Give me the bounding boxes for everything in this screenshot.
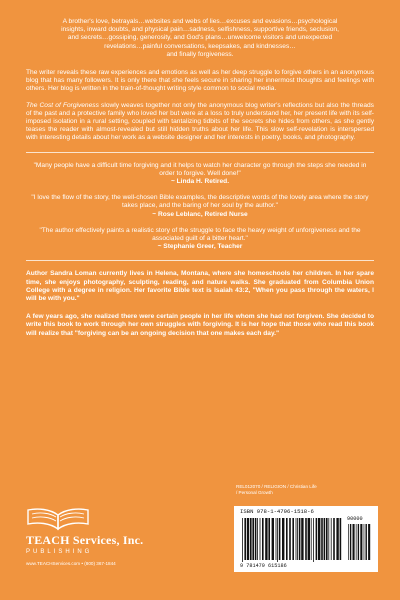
endorsement-attribution: ~ Rose Leblanc, Retired Nurse	[152, 210, 248, 218]
endorsement-quote: "The author effectively paints a realistic story of the struggle to face the heavy weight of unforgiveness and the associated guilt of a bitter heart."	[39, 226, 361, 243]
barcode-bar	[244, 518, 246, 560]
barcode-bar	[289, 518, 291, 560]
price-code: 90000	[347, 516, 363, 522]
barcode-bar	[324, 518, 326, 560]
endorsement	[26, 194, 374, 219]
description-paragraph-2-body: slowly weaves together not only the anonymous blog writer's reflections but also the threads of the past and a protective family who loved her but were at a loss to truly understand her, her present life with its self-imposed isolation in a rural setting, coupled with tantalizing tidbits of the secrets she hides from others, as she gently teases the reader with almost-revealed but still hidden truths about her life. This slow self-revelation is interspersed with interesting details about her work as a website designer and her interests in poetry, books, and photography.	[26, 101, 374, 142]
barcode-bar	[257, 518, 258, 560]
barcode-bar	[255, 518, 257, 560]
author-closing: A few years ago, she realized there were certain people in her life whom she had not forgiven. She decided to write this book to work through her own struggles with forgiving. It is her hope that those who read this book will realize that "forgiving can be an ongoing decision that one makes each day."	[26, 313, 374, 337]
barcode-number: 9 781479 615186	[240, 563, 287, 569]
barcode-bar	[247, 518, 249, 560]
barcode-bar	[313, 518, 314, 562]
barcode-addon-bar	[360, 524, 362, 560]
barcode-bar	[250, 518, 252, 560]
barcode-bar	[311, 518, 312, 560]
intro-line: A brother's love, betrayals…websites and webs of lies…excuses and evasions…psychological	[62, 18, 338, 25]
endorsement	[26, 227, 374, 252]
barcode-bar	[318, 518, 320, 560]
barcode-bar	[336, 518, 338, 560]
barcode-bar	[299, 518, 301, 560]
publisher-logo	[26, 505, 146, 566]
barcode-addon-bar	[366, 524, 367, 560]
barcode-bar	[277, 518, 278, 562]
category-line: / Personal Growth	[236, 490, 273, 495]
publisher-subtitle: PUBLISHING	[26, 549, 93, 555]
barcode-bar	[282, 518, 284, 560]
barcode-bar	[331, 518, 332, 560]
intro-line: revelations…painful conversations, keepsakes, and kindnesses…	[104, 42, 296, 50]
barcode-bar	[296, 518, 297, 560]
isbn-text: ISBN 978-1-4796-1518-6	[240, 508, 314, 515]
barcode-addon-bar	[353, 524, 355, 560]
bisac-categories	[236, 484, 376, 496]
barcode-bar	[276, 518, 277, 560]
endorsement-attribution: ~ Stephanie Greer, Teacher	[157, 243, 243, 251]
barcode-bar	[308, 518, 310, 560]
barcode-bar	[242, 518, 243, 562]
barcode-bar	[262, 518, 264, 560]
divider-top	[26, 152, 374, 153]
intro-line: insights, inward doubts, and physical pain…sadness, selfishness, supportive friends, seclusion,	[61, 26, 339, 34]
barcode-addon-bar	[358, 524, 359, 560]
intro-line: and secrets…gossiping, generosity, and God's plans…unwelcome visitors and unexpected	[67, 34, 333, 42]
barcode-addon-bar	[350, 524, 351, 560]
barcode-addon-bar	[368, 524, 370, 560]
divider-bottom	[26, 260, 374, 261]
barcode-addon-bar	[356, 524, 357, 560]
description-paragraph-2	[26, 102, 374, 143]
barcode-bar	[265, 518, 267, 560]
barcode-bar	[326, 518, 328, 560]
book-title: The Cost of Forgiveness	[26, 101, 99, 109]
barcode-bar	[260, 518, 261, 560]
barcode-bar	[286, 518, 288, 560]
barcode-bar	[305, 518, 307, 560]
endorsement	[26, 162, 374, 187]
publisher-name: TEACH Services, Inc.	[26, 533, 144, 547]
barcode-bar	[292, 518, 294, 560]
barcode-bar	[268, 518, 270, 560]
barcode-bar	[252, 518, 254, 560]
description-paragraph-1: The writer reveals these raw experiences and emotions as well as her deep struggle to forgive others in an anonymous blog that has many followers. It is only there that she feels secure in sharing her innermost thoughts and feelings with others. Her blog is written in the train-of-thought writing style common to social media.	[26, 69, 374, 93]
author-bio: Author Sandra Loman currently lives in Helena, Montana, where she homeschools her children. In her spare time, she enjoys photography, sculpting, reading, and nature walks. She graduated from Columbia Union College with a degree in religion. Her favorite Bible text is Isaiah 43:2, "When you pass through the waters, I will be with you."	[26, 270, 374, 303]
barcode-addon-bar	[348, 524, 349, 560]
barcode-bar	[321, 518, 323, 560]
barcode-bar	[340, 518, 342, 560]
barcode	[234, 506, 378, 572]
open-book-icon	[26, 505, 90, 531]
barcode-bar	[328, 518, 329, 560]
publisher-contact: www.TEACHServices.com • (800) 367-1844	[26, 561, 116, 566]
barcode-bar	[272, 518, 274, 560]
barcode-bar	[316, 518, 318, 560]
category-line: REL012070 / RELIGION / Christian Life	[236, 484, 317, 489]
barcode-addon-bar	[364, 524, 365, 560]
endorsement-quote: "Many people have a difficult time forgiving and it helps to watch her character go through the steps she needed in order to forgive. Well done!"	[33, 161, 367, 177]
barcode-bars	[240, 518, 372, 562]
barcode-bar	[297, 518, 298, 560]
barcode-bar	[279, 518, 281, 560]
endorsement-attribution: ~ Linda H. Retired.	[170, 178, 230, 186]
barcode-bar	[301, 518, 303, 560]
endorsement-quote: "I love the flow of the story, the well-chosen Bible examples, the descriptive words of the lovely area where the story takes place, and the baring of her soul by the author."	[31, 194, 369, 210]
intro-block	[26, 18, 374, 59]
intro-line: and finally forgiveness.	[166, 50, 234, 58]
barcode-bar	[333, 518, 335, 560]
